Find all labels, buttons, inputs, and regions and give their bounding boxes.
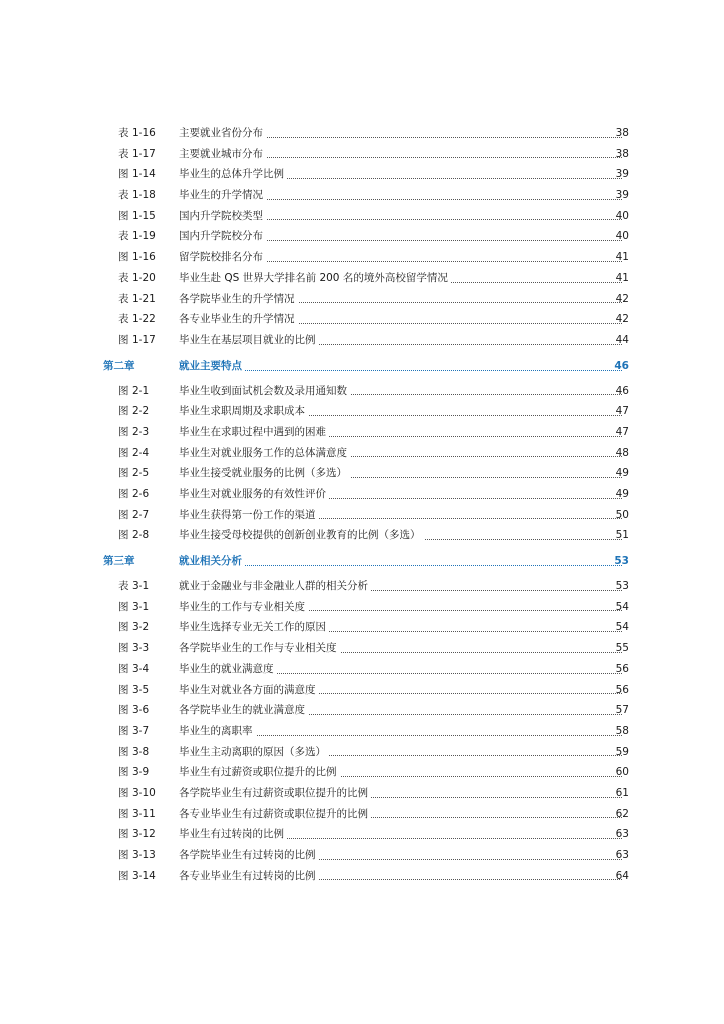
entry-title: 各学院毕业生的就业满意度 bbox=[179, 704, 308, 716]
entry-kind: 图 bbox=[118, 384, 129, 397]
toc-entry[interactable] bbox=[0, 206, 724, 227]
entry-title-wrap bbox=[179, 484, 622, 505]
entry-label bbox=[118, 443, 178, 464]
entry-title: 各专业毕业生有过转岗的比例 bbox=[179, 870, 319, 882]
entry-title: 毕业生求职周期及求职成本 bbox=[179, 405, 308, 417]
entry-page-number: 39 bbox=[615, 189, 629, 202]
entry-kind: 图 bbox=[118, 333, 129, 346]
entry-page-number: 48 bbox=[615, 446, 629, 459]
entry-kind: 图 bbox=[118, 786, 129, 799]
entry-label bbox=[118, 700, 178, 721]
entry-page-number: 62 bbox=[615, 807, 629, 820]
toc-entry[interactable] bbox=[0, 783, 724, 804]
toc-entry[interactable] bbox=[0, 123, 724, 144]
entry-kind: 图 bbox=[118, 209, 129, 222]
entry-title: 各专业毕业生有过薪资或职位提升的比例 bbox=[179, 808, 371, 820]
entry-number: 3-9 bbox=[132, 766, 150, 779]
entry-kind: 图 bbox=[118, 849, 129, 861]
entry-title: 毕业生接受母校提供的创新创业教育的比例（多选） bbox=[179, 529, 424, 541]
toc-entry[interactable] bbox=[0, 721, 724, 742]
entry-number: 1-14 bbox=[132, 168, 156, 181]
toc-entry[interactable] bbox=[0, 309, 724, 330]
entry-page-number: 50 bbox=[615, 508, 629, 521]
entry-label bbox=[118, 123, 178, 144]
dot-leader bbox=[179, 565, 622, 566]
entry-label bbox=[118, 401, 178, 422]
entry-page-number: 44 bbox=[615, 333, 629, 346]
entry-page-number: 47 bbox=[615, 405, 629, 418]
chapter-title: 就业主要特点 bbox=[179, 360, 245, 372]
entry-number: 1-15 bbox=[132, 209, 156, 222]
toc-entry[interactable] bbox=[0, 247, 724, 268]
entry-kind: 图 bbox=[118, 467, 129, 480]
entry-title: 就业于金融业与非金融业人群的相关分析 bbox=[179, 580, 371, 592]
entry-label bbox=[118, 164, 178, 185]
entry-label bbox=[118, 309, 178, 330]
entry-title: 毕业生在基层项目就业的比例 bbox=[179, 334, 319, 346]
entry-title-wrap bbox=[179, 525, 622, 546]
entry-number: 2-8 bbox=[132, 529, 150, 542]
entry-title-wrap bbox=[179, 309, 622, 330]
toc-entry[interactable] bbox=[0, 443, 724, 464]
chapter-page-number: 46 bbox=[614, 359, 629, 372]
entry-title: 毕业生的总体升学比例 bbox=[179, 168, 287, 180]
entry-title-wrap bbox=[179, 330, 622, 351]
entry-page-number: 54 bbox=[615, 600, 629, 613]
entry-number: 1-17 bbox=[132, 333, 156, 346]
entry-label bbox=[118, 330, 178, 351]
entry-label bbox=[118, 144, 178, 165]
entry-title-wrap bbox=[179, 700, 622, 721]
entry-number: 1-22 bbox=[132, 313, 156, 326]
table-of-contents bbox=[0, 123, 724, 886]
entry-number: 2-4 bbox=[132, 446, 150, 459]
toc-entry[interactable] bbox=[0, 617, 724, 638]
entry-number: 3-1 bbox=[132, 600, 150, 613]
chapter-title: 就业相关分析 bbox=[179, 555, 245, 567]
entry-title-wrap bbox=[179, 866, 622, 887]
entry-page-number: 41 bbox=[615, 271, 629, 284]
entry-number: 3-3 bbox=[132, 642, 150, 655]
entry-title: 各学院毕业生有过薪资或职位提升的比例 bbox=[179, 787, 371, 799]
toc-entry[interactable] bbox=[0, 484, 724, 505]
entry-title-wrap bbox=[179, 742, 622, 763]
entry-page-number: 60 bbox=[615, 766, 629, 779]
entry-kind: 图 bbox=[118, 621, 129, 634]
entry-title-wrap bbox=[179, 845, 622, 866]
toc-entry[interactable] bbox=[0, 330, 724, 351]
entry-title: 各学院毕业生有过转岗的比例 bbox=[179, 849, 319, 861]
entry-title: 毕业生的升学情况 bbox=[179, 189, 266, 201]
entry-kind: 表 bbox=[118, 189, 129, 202]
entry-page-number: 39 bbox=[615, 168, 629, 181]
entry-number: 3-1 bbox=[132, 580, 150, 593]
entry-label bbox=[118, 742, 178, 763]
entry-label bbox=[118, 463, 178, 484]
entry-label bbox=[118, 247, 178, 268]
entry-number: 2-6 bbox=[132, 488, 150, 500]
entry-label bbox=[118, 617, 178, 638]
entry-label bbox=[118, 721, 178, 742]
entry-title-wrap bbox=[179, 164, 622, 185]
entry-title-wrap bbox=[179, 381, 622, 402]
entry-title-wrap bbox=[179, 721, 622, 742]
entry-number: 2-3 bbox=[132, 425, 150, 438]
entry-title: 国内升学院校类型 bbox=[179, 210, 266, 222]
entry-title: 毕业生接受就业服务的比例（多选） bbox=[179, 467, 350, 479]
entry-number: 3-7 bbox=[132, 724, 150, 737]
chapter-page-number: 53 bbox=[614, 555, 629, 568]
entry-title-wrap bbox=[179, 783, 622, 804]
entry-number: 3-10 bbox=[132, 786, 156, 799]
entry-title-wrap bbox=[179, 617, 622, 638]
entry-title: 国内升学院校分布 bbox=[179, 230, 266, 242]
entry-number: 2-7 bbox=[132, 508, 150, 521]
entry-number: 1-17 bbox=[132, 147, 156, 160]
entry-title-wrap bbox=[179, 638, 622, 659]
entry-kind: 图 bbox=[118, 168, 129, 181]
entry-title: 毕业生在求职过程中遇到的困难 bbox=[179, 426, 329, 438]
entry-label bbox=[118, 638, 178, 659]
entry-number: 1-16 bbox=[132, 251, 156, 264]
chapter-label: 第三章 bbox=[103, 555, 135, 568]
entry-page-number: 58 bbox=[615, 724, 629, 737]
dot-leader bbox=[179, 370, 622, 371]
toc-entry[interactable] bbox=[0, 525, 724, 546]
entry-title-wrap bbox=[179, 226, 622, 247]
entry-title: 毕业生赴 QS 世界大学排名前 200 名的境外高校留学情况 bbox=[179, 272, 451, 284]
entry-number: 2-2 bbox=[132, 405, 150, 418]
entry-page-number: 41 bbox=[615, 251, 629, 264]
toc-entry[interactable] bbox=[0, 505, 724, 526]
entry-title-wrap bbox=[179, 597, 622, 618]
toc-entry[interactable] bbox=[0, 845, 724, 866]
entry-title-wrap bbox=[179, 443, 622, 464]
entry-label bbox=[118, 226, 178, 247]
entry-page-number: 61 bbox=[615, 786, 629, 799]
entry-title: 主要就业省份分布 bbox=[179, 127, 266, 139]
entry-title: 毕业生有过转岗的比例 bbox=[179, 828, 287, 840]
entry-number: 3-13 bbox=[132, 849, 156, 861]
entry-kind: 图 bbox=[118, 600, 129, 613]
entry-number: 3-8 bbox=[132, 745, 150, 758]
entry-kind: 图 bbox=[118, 425, 129, 438]
entry-number: 3-5 bbox=[132, 683, 150, 696]
entry-number: 3-6 bbox=[132, 704, 150, 717]
entry-title-wrap bbox=[179, 185, 622, 206]
entry-label bbox=[118, 597, 178, 618]
entry-title-wrap bbox=[179, 401, 622, 422]
entry-label bbox=[118, 762, 178, 783]
entry-label bbox=[118, 659, 178, 680]
toc-entry[interactable] bbox=[0, 576, 724, 597]
entry-kind: 图 bbox=[118, 446, 129, 459]
entry-kind: 图 bbox=[118, 683, 129, 696]
entry-kind: 图 bbox=[118, 704, 129, 717]
toc-entry[interactable] bbox=[0, 659, 724, 680]
toc-entry[interactable] bbox=[0, 381, 724, 402]
entry-title-wrap bbox=[179, 762, 622, 783]
entry-page-number: 59 bbox=[615, 745, 629, 758]
entry-label bbox=[118, 845, 178, 866]
entry-number: 1-20 bbox=[132, 271, 156, 284]
entry-title: 毕业生对就业服务工作的总体满意度 bbox=[179, 447, 350, 459]
toc-entry[interactable] bbox=[0, 700, 724, 721]
entry-kind: 图 bbox=[118, 642, 129, 655]
entry-number: 3-12 bbox=[132, 828, 156, 841]
entry-kind: 图 bbox=[118, 766, 129, 779]
entry-page-number: 38 bbox=[615, 127, 629, 139]
entry-title: 主要就业城市分布 bbox=[179, 148, 266, 160]
entry-number: 2-1 bbox=[132, 384, 150, 397]
entry-title-wrap bbox=[179, 422, 622, 443]
toc-entry[interactable] bbox=[0, 226, 724, 247]
entry-title-wrap bbox=[179, 289, 622, 310]
entry-page-number: 49 bbox=[615, 467, 629, 480]
entry-kind: 图 bbox=[118, 251, 129, 264]
entry-page-number: 51 bbox=[615, 529, 629, 542]
entry-page-number: 55 bbox=[615, 642, 629, 655]
toc-entry[interactable] bbox=[0, 680, 724, 701]
entry-label bbox=[118, 289, 178, 310]
entry-page-number: 56 bbox=[615, 683, 629, 696]
entry-kind: 表 bbox=[118, 580, 129, 593]
entry-number: 2-5 bbox=[132, 467, 150, 480]
entry-title: 留学院校排名分布 bbox=[179, 251, 266, 263]
entry-title-wrap bbox=[179, 804, 622, 825]
entry-title: 毕业生对就业服务的有效性评价 bbox=[179, 488, 329, 500]
toc-chapter-heading[interactable] bbox=[0, 550, 724, 572]
entry-kind: 表 bbox=[118, 292, 129, 305]
entry-page-number: 40 bbox=[615, 209, 629, 222]
toc-entry[interactable] bbox=[0, 597, 724, 618]
entry-page-number: 57 bbox=[615, 704, 629, 717]
entry-kind: 图 bbox=[118, 508, 129, 521]
entry-title: 毕业生获得第一份工作的渠道 bbox=[179, 509, 319, 521]
toc-entry[interactable] bbox=[0, 742, 724, 763]
entry-page-number: 56 bbox=[615, 662, 629, 675]
toc-entry[interactable] bbox=[0, 824, 724, 845]
toc-entry[interactable] bbox=[0, 762, 724, 783]
toc-entry[interactable] bbox=[0, 185, 724, 206]
entry-number: 1-21 bbox=[132, 292, 156, 305]
entry-title: 毕业生收到面试机会数及录用通知数 bbox=[179, 385, 350, 397]
chapter-title-wrap bbox=[179, 550, 622, 572]
entry-label bbox=[118, 206, 178, 227]
entry-title-wrap bbox=[179, 247, 622, 268]
entry-label bbox=[118, 185, 178, 206]
entry-title-wrap bbox=[179, 268, 622, 289]
entry-kind: 表 bbox=[118, 230, 129, 243]
entry-page-number: 46 bbox=[615, 384, 629, 397]
entry-kind: 表 bbox=[118, 271, 129, 284]
entry-kind: 图 bbox=[118, 405, 129, 418]
toc-entry[interactable] bbox=[0, 401, 724, 422]
entry-kind: 图 bbox=[118, 828, 129, 841]
entry-title-wrap bbox=[179, 576, 622, 597]
entry-number: 3-4 bbox=[132, 662, 150, 675]
toc-entry[interactable] bbox=[0, 289, 724, 310]
entry-kind: 表 bbox=[118, 313, 129, 326]
entry-title-wrap bbox=[179, 123, 622, 144]
entry-label bbox=[118, 505, 178, 526]
toc-entry[interactable] bbox=[0, 422, 724, 443]
chapter-label: 第二章 bbox=[103, 359, 135, 372]
entry-title: 毕业生的就业满意度 bbox=[179, 663, 277, 675]
entry-kind: 表 bbox=[118, 147, 129, 160]
entry-label bbox=[118, 484, 178, 505]
entry-kind: 图 bbox=[118, 745, 129, 758]
entry-page-number: 40 bbox=[615, 230, 629, 243]
entry-title-wrap bbox=[179, 824, 622, 845]
entry-label bbox=[118, 268, 178, 289]
entry-label bbox=[118, 422, 178, 443]
entry-page-number: 42 bbox=[615, 313, 629, 326]
entry-label bbox=[118, 804, 178, 825]
entry-kind: 图 bbox=[118, 807, 129, 820]
entry-label bbox=[118, 525, 178, 546]
entry-title-wrap bbox=[179, 206, 622, 227]
entry-label bbox=[118, 680, 178, 701]
entry-page-number: 63 bbox=[615, 849, 629, 861]
entry-title: 各专业毕业生的升学情况 bbox=[179, 313, 298, 325]
entry-label bbox=[118, 783, 178, 804]
entry-page-number: 54 bbox=[615, 621, 629, 634]
entry-page-number: 47 bbox=[615, 425, 629, 438]
entry-label bbox=[118, 381, 178, 402]
toc-entry[interactable] bbox=[0, 268, 724, 289]
entry-number: 1-18 bbox=[132, 189, 156, 202]
entry-kind: 图 bbox=[118, 529, 129, 542]
entry-title: 毕业生对就业各方面的满意度 bbox=[179, 684, 319, 696]
entry-title: 毕业生有过薪资或职位提升的比例 bbox=[179, 766, 340, 778]
entry-page-number: 49 bbox=[615, 488, 629, 500]
entry-title: 各学院毕业生的升学情况 bbox=[179, 293, 298, 305]
entry-number: 1-19 bbox=[132, 230, 156, 243]
entry-title-wrap bbox=[179, 144, 622, 165]
entry-kind: 图 bbox=[118, 724, 129, 737]
entry-label bbox=[118, 866, 178, 887]
entry-title-wrap bbox=[179, 659, 622, 680]
entry-title: 毕业生的离职率 bbox=[179, 725, 256, 737]
entry-page-number: 53 bbox=[615, 580, 629, 593]
entry-label bbox=[118, 576, 178, 597]
entry-number: 3-14 bbox=[132, 869, 156, 882]
toc-entry[interactable] bbox=[0, 164, 724, 185]
entry-title-wrap bbox=[179, 505, 622, 526]
entry-page-number: 38 bbox=[615, 147, 629, 160]
entry-title-wrap bbox=[179, 680, 622, 701]
entry-title: 毕业生的工作与专业相关度 bbox=[179, 601, 308, 613]
entry-number: 3-11 bbox=[132, 807, 156, 820]
entry-page-number: 64 bbox=[615, 869, 629, 882]
entry-title: 毕业生主动离职的原因（多选） bbox=[179, 746, 329, 758]
toc-entry[interactable] bbox=[0, 638, 724, 659]
entry-page-number: 63 bbox=[615, 828, 629, 841]
chapter-title-wrap bbox=[179, 355, 622, 377]
toc-entry[interactable] bbox=[0, 866, 724, 887]
entry-label bbox=[118, 824, 178, 845]
entry-number: 3-2 bbox=[132, 621, 150, 634]
entry-title-wrap bbox=[179, 463, 622, 484]
toc-entry[interactable] bbox=[0, 463, 724, 484]
toc-entry[interactable] bbox=[0, 804, 724, 825]
entry-kind: 图 bbox=[118, 869, 129, 882]
toc-chapter-heading[interactable] bbox=[0, 355, 724, 377]
entry-page-number: 42 bbox=[615, 292, 629, 305]
entry-kind: 表 bbox=[118, 127, 129, 139]
entry-title: 毕业生选择专业无关工作的原因 bbox=[179, 621, 329, 633]
entry-kind: 图 bbox=[118, 662, 129, 675]
entry-title: 各学院毕业生的工作与专业相关度 bbox=[179, 642, 340, 654]
entry-number: 1-16 bbox=[132, 127, 156, 139]
toc-entry[interactable] bbox=[0, 144, 724, 165]
entry-kind: 图 bbox=[118, 488, 129, 500]
